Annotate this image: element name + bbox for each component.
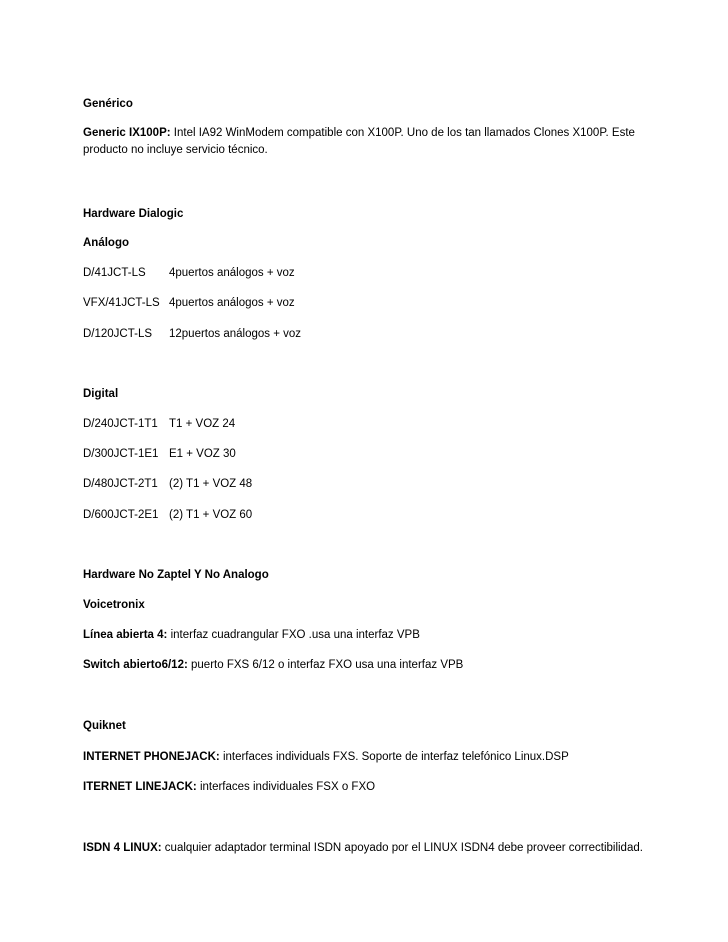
product-code: D/300JCT-1E1 [83,448,159,460]
item-label: Switch abierto6/12: [83,659,188,671]
item-text: interfaces individuales FSX o FXO [199,781,376,793]
product-code: VFX/41JCT-LS [83,297,160,309]
analog-row [83,327,301,341]
voicetronix-item [83,658,463,672]
voicetronix-item [83,628,420,642]
product-code: D/41JCT-LS [83,267,146,279]
item-label: Línea abierta 4: [83,629,168,641]
product-desc: E1 + VOZ 30 [169,448,236,460]
digital-row [83,417,235,431]
item-label: INTERNET PHONEJACK: [83,751,220,763]
digital-row [83,477,252,491]
product-code: D/480JCT-2T1 [83,478,158,490]
product-code: D/240JCT-1T1 [83,418,158,430]
heading-analogo: Análogo [83,237,129,249]
item-label: Generic IX100P: [83,127,171,139]
digital-row [83,508,252,522]
quiknet-item [83,780,375,794]
heading-voicetronix: Voicetronix [83,599,145,611]
product-desc: (2) T1 + VOZ 60 [169,509,253,521]
heading-quiknet: Quiknet [83,720,126,732]
item-label: ITERNET LINEJACK: [83,781,197,793]
isdn-item [83,841,643,855]
heading-digital: Digital [83,388,119,400]
analog-row [83,296,295,310]
product-code: D/120JCT-LS [83,328,153,340]
product-code: D/600JCT-2E1 [83,509,159,521]
heading-hardware-dialogic: Hardware Dialogic [83,208,184,220]
heading-generico: Genérico [83,98,133,110]
item-text: interfaz cuadrangular FXO .usa una interfaz VPB [170,629,420,641]
product-desc: (2) T1 + VOZ 48 [169,478,253,490]
item-text: puerto FXS 6/12 o interfaz FXO usa una interfaz VPB [191,659,464,671]
analog-row [83,266,295,280]
paragraph-generic-ix100p [83,125,673,159]
item-text: cualquier adaptador terminal ISDN apoyado por el LINUX ISDN4 debe proveer correctibilidad. [164,842,643,854]
heading-hardware-no-zaptel: Hardware No Zaptel Y No Analogo [83,569,269,581]
item-label: ISDN 4 LINUX: [83,842,162,854]
quiknet-item [83,750,569,764]
item-text: Intel IA92 WinModem compatible con X100P. Uno de los tan llamados Clones X100P. Este producto no incluye servicio técnico. [83,127,635,156]
product-desc: T1 + VOZ 24 [169,418,236,430]
digital-row [83,447,236,461]
product-desc: 12puertos análogos + voz [169,328,302,340]
item-text: interfaces individuals FXS. Soporte de interfaz telefónico Linux.DSP [222,751,569,763]
product-desc: 4puertos análogos + voz [169,267,295,279]
product-desc: 4puertos análogos + voz [169,297,295,309]
